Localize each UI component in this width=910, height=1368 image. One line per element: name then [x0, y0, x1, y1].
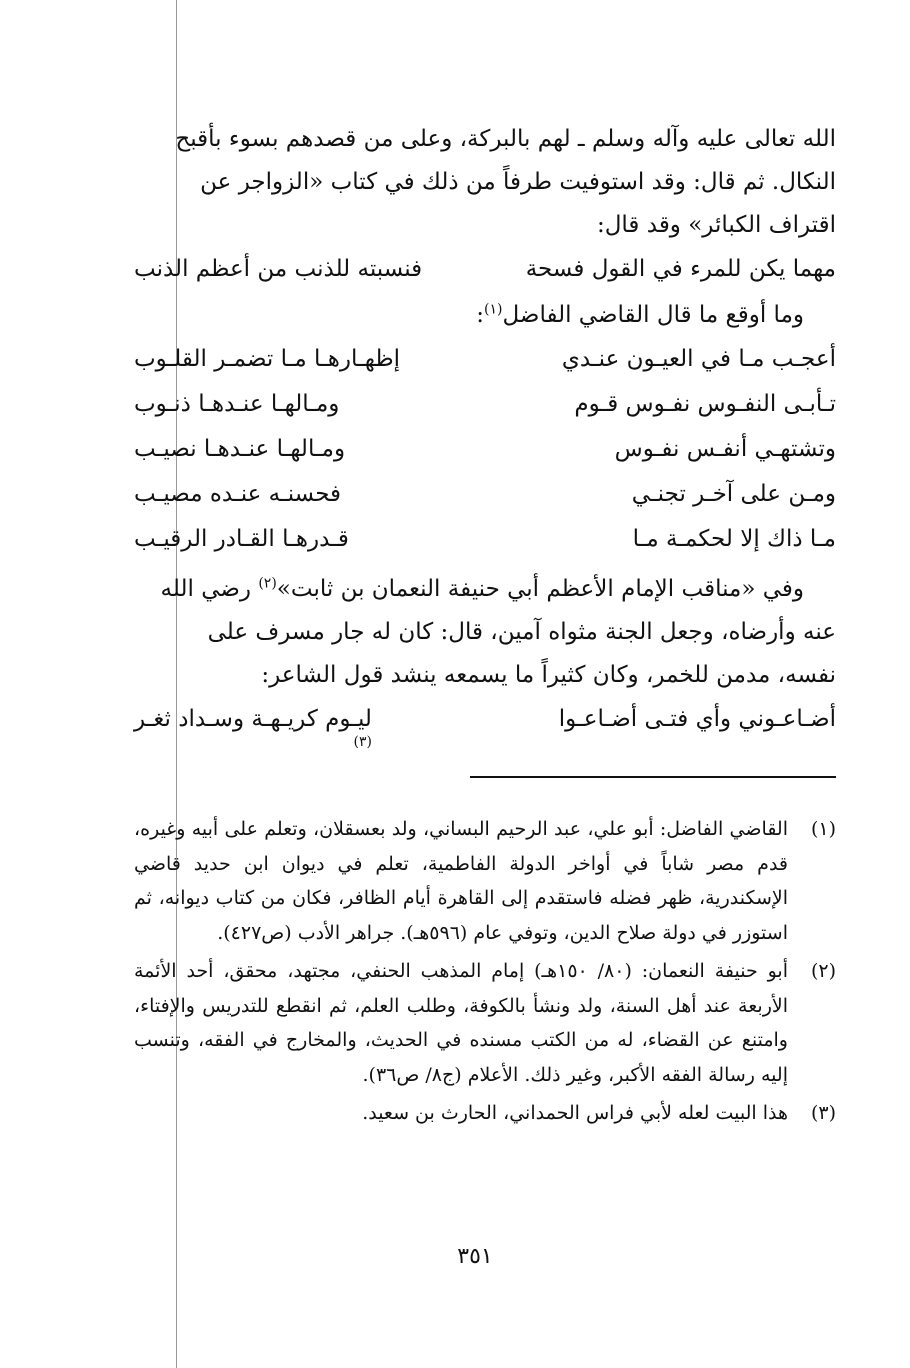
verse-second-hemistich: إظهـارهـا مـا تضمـر القلـوب — [134, 346, 401, 372]
verse-first-hemistich: مهما يكن للمرء في القول فسحة — [525, 256, 836, 282]
footnote-number: (٢) — [810, 960, 836, 982]
paragraph-line: نفسه، مدمن للخمر، وكان كثيراً ما يسمعه ينشد قول الشاعر: — [261, 662, 836, 688]
verse-line — [134, 697, 836, 750]
footnote-text: أبو حنيفة النعمان: (٨٠/ ١٥٠هـ) إمام المذهب الحنفي، مجتهد، محقق، أحد الأئمة الأربعة عند أهل السنة، ولد ونشأ بالكوفة، وطلب العلم، ثم انقطع للتدريس والإفتاء، وامتنع عن القضاء، له من الكتب مسنده في الحديث، والمخارج في الفقه، وتنسب إليه رسالة الفقه الأكبر، وغير ذلك. الأعلام (ج٨/ ص٣٦). — [134, 960, 788, 1086]
fadil-intro-text: وما أوقع ما قال القاضي الفاضل — [502, 302, 804, 328]
verse-second-hemistich: فنسبته للذنب من أعظم الذنب — [134, 256, 423, 282]
page-number: ٣٥١ — [457, 1244, 493, 1269]
poem-verse — [134, 517, 836, 562]
verse-line — [134, 247, 836, 292]
verse-first-hemistich: وتشتهـي أنفـس نفـوس — [614, 436, 836, 462]
verse-first-hemistich: تـأبـى النفـوس نفـوس قـوم — [574, 391, 836, 417]
footnote-number: (١) — [810, 818, 836, 840]
verse-first-hemistich: أضـاعـوني وأي فتـى أضـاعـوا — [558, 706, 836, 732]
fadil-intro — [134, 294, 836, 337]
main-text — [134, 118, 836, 750]
footnote — [134, 954, 836, 1092]
paragraph-text: رضي الله — [160, 576, 259, 602]
footnotes — [134, 812, 836, 1135]
footnote — [134, 812, 836, 950]
intro-line: اقتراف الكبائر» وقد قال: — [596, 212, 836, 238]
paragraph-line: عنه وأرضاه، وجعل الجنة مثواه آمين، قال: كان له جار مسرف على — [207, 619, 836, 645]
footnote-text: القاضي الفاضل: أبو علي، عبد الرحيم البساني، ولد بعسقلان، وتعلم على أبيه وغيره، قدم مصر شاباً في أواخر الدولة الفاطمية، تعلم في ديوان ابن حديد قاضي الإسكندرية، ظهر فضله فاستقدم إلى القاهرة أيام الظافر، فكان من كتاب ديوانه، ثم استوزر في دولة صلاح الدين، وتوفي عام (٥٩٦هـ). جراهر الأدب (ص٤٢٧). — [134, 818, 788, 944]
verse-text: ليـوم كريـهـة وسـداد ثغـر — [134, 706, 372, 732]
intro-line: الله تعالى عليه وآله وسلم ـ لهم بالبركة، وعلى من قصدهم بسوء بأقبح — [175, 126, 836, 152]
footnote — [134, 1096, 836, 1131]
footnote-number: (٣) — [810, 1102, 836, 1124]
paragraph-text: وفي «مناقب الإمام الأعظم أبي حنيفة النعمان بن ثابت» — [276, 576, 804, 602]
poem-verse — [134, 472, 836, 517]
verse-first-hemistich: ومـن على آخـر تجنـي — [631, 481, 836, 507]
verse-second-hemistich: ومـالهـا عنـدهـا ذنـوب — [134, 391, 340, 417]
verse-second-hemistich: فحسنـه عنـده مصيـب — [134, 481, 342, 507]
verse-second-hemistich: قـدرهـا القـادر الرقيـب — [134, 526, 349, 552]
poem-verse — [134, 382, 836, 427]
verse-first-hemistich: أعجـب مـا في العيـون عنـدي — [561, 346, 836, 372]
verse-second-hemistich: ليـوم كريـهـة وسـداد ثغـر (٣) — [134, 697, 372, 742]
colon: : — [476, 302, 485, 328]
footnote-separator — [470, 776, 836, 778]
intro-line: النكال. ثم قال: وقد استوفيت طرفاً من ذلك في كتاب «الزواجر عن — [200, 169, 836, 195]
footnote-ref: (١) — [484, 301, 503, 318]
footnote-text: هذا البيت لعله لأبي فراس الحمداني، الحارث بن سعيد. — [362, 1102, 788, 1124]
footnote-ref: (٢) — [258, 575, 277, 592]
verse-second-hemistich: ومـالهـا عنـدهـا نصيـب — [134, 436, 346, 462]
poem-verse — [134, 427, 836, 472]
paragraph-first-line — [134, 568, 836, 611]
poem-verse — [134, 337, 836, 382]
verse-first-hemistich: مـا ذاك إلا لحكمـة مـا — [632, 526, 836, 552]
